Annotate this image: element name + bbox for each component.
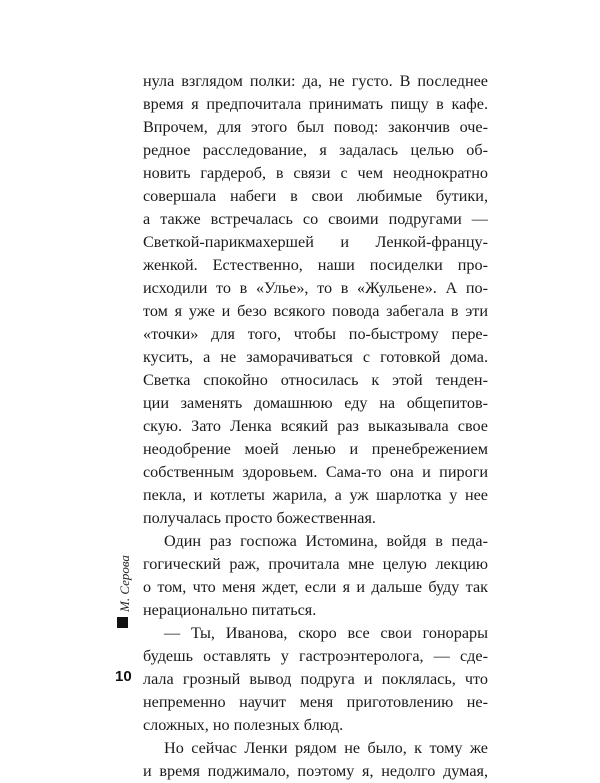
text-line: получалась просто божественная. <box>143 509 376 527</box>
text-line: кусить, а не заморачиваться с готовкой дома. <box>143 348 488 366</box>
text-line: и время поджимало, поэтому я, недолго думая, <box>143 762 488 780</box>
text-line: лала грозный вывод подруга и поклялась, что <box>143 670 488 688</box>
text-line: исходили то в «Улье», то в «Жульене». А по- <box>143 279 488 297</box>
text-line: собственным здоровьем. Сама-то она и пироги <box>143 463 488 481</box>
text-line: совершала набеги в свои любимые бутики, <box>143 187 488 205</box>
text-line: «точки» для того, чтобы по-быстрому пере- <box>143 325 488 343</box>
page-marker-square <box>117 617 128 628</box>
text-line: пекла, и котлеты жарила, а уж шарлотка у нее <box>143 486 488 504</box>
text-line: Светкой-парикмахершей и Ленкой-францу- <box>143 233 488 251</box>
text-line: редное расследование, я задалась целью об- <box>143 141 488 159</box>
body-text <box>143 70 488 783</box>
text-line: а также встречалась со своими подругами — <box>143 210 488 228</box>
text-line: о том, что меня ждет, если я и дальше буду так <box>143 578 488 596</box>
running-author: М. Серова <box>117 555 132 612</box>
text-line: непременно научит меня приготовлению не- <box>143 693 488 711</box>
text-line: — Ты, Иванова, скоро все свои гонорары <box>164 624 488 642</box>
text-line: будешь оставлять у гастроэнтеролога, — сде- <box>143 647 488 665</box>
text-line: Один раз госпожа Истомина, войдя в педа- <box>164 532 488 550</box>
text-line: гогический раж, прочитала мне целую лекцию <box>143 555 488 573</box>
text-line: Светка спокойно относилась к этой тенден- <box>143 371 488 389</box>
text-line: сложных, но полезных блюд. <box>143 716 344 734</box>
page-number: 10 <box>115 668 132 685</box>
text-line: ции заменять домашнюю еду на общепитов- <box>143 394 488 412</box>
text-line: нерационально питаться. <box>143 601 317 619</box>
text-line: женкой. Естественно, наши посиделки про- <box>143 256 488 274</box>
text-line: время я предпочитала принимать пищу в кафе. <box>143 95 488 113</box>
text-line: том я уже и безо всякого повода забегала в эти <box>143 302 488 320</box>
text-line: Впрочем, для этого был повод: закончив оче- <box>143 118 488 136</box>
text-line: новить гардероб, в связи с чем неоднократно <box>143 164 488 182</box>
text-line: неодобрение моей ленью и пренебрежением <box>143 440 488 458</box>
text-line: скую. Зато Ленка всякий раз выказывала свое <box>143 417 488 435</box>
text-line: Но сейчас Ленки рядом не было, к тому же <box>164 739 488 757</box>
text-line: нула взглядом полки: да, не густо. В последнее <box>143 72 488 90</box>
